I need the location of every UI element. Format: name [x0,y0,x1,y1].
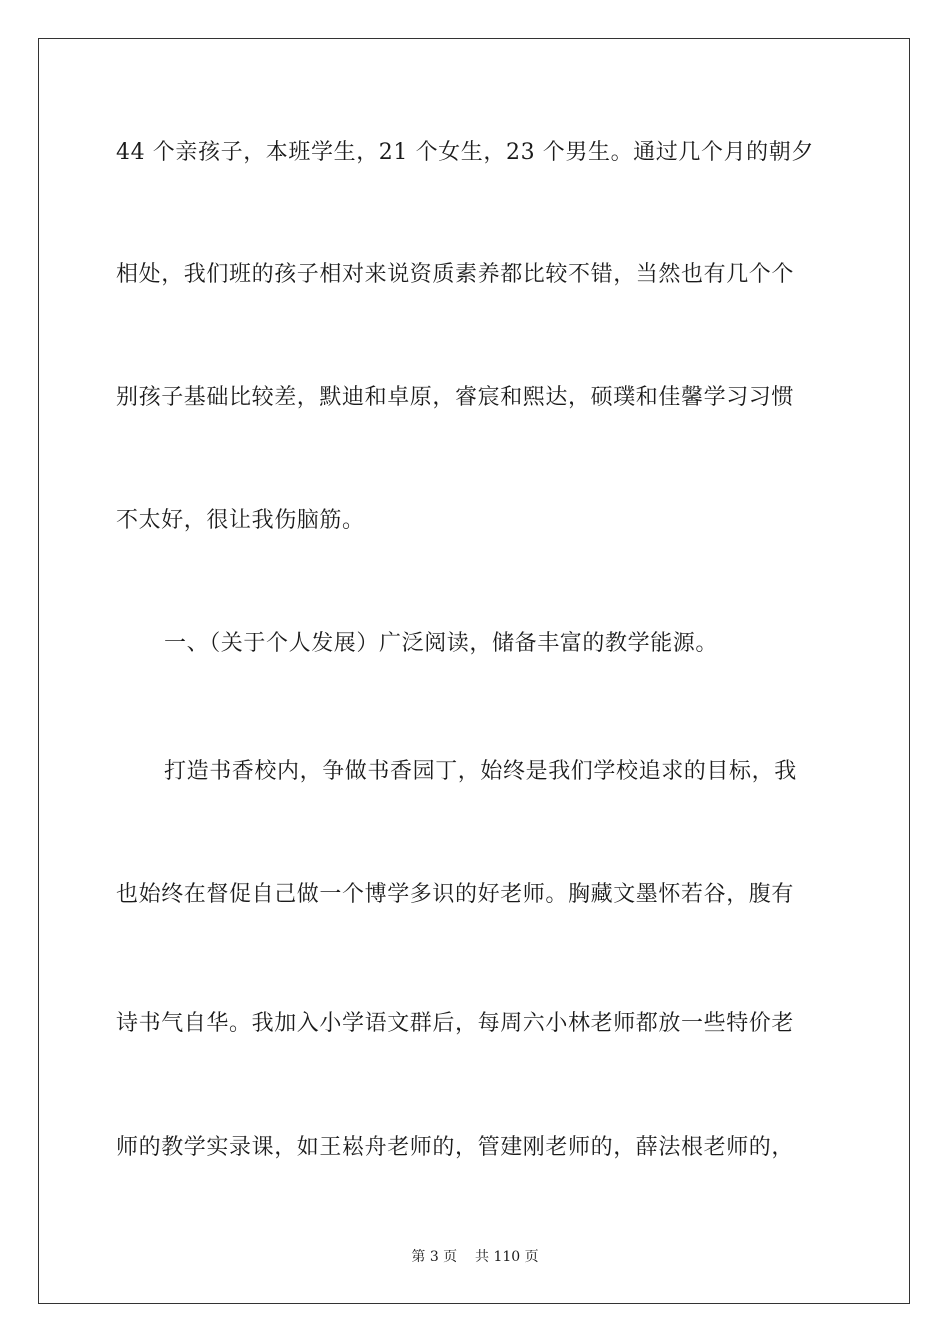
paragraph-line: 打造书香校内，争做书香园丁，始终是我们学校追求的目标，我 [164,759,797,784]
paragraph-line: 师的教学实录课，如王崧舟老师的，管建刚老师的，薛法根老师的， [116,1135,795,1160]
page-footer [0,1248,950,1266]
paragraph-line: 诗书气自华。我加入小学语文群后，每周六小林老师都放一些特价老 [116,1011,795,1036]
page-total: 共 110 页 [475,1249,539,1265]
paragraph-line: 也始终在督促自己做一个博学多识的好老师。胸藏文墨怀若谷，腹有 [116,882,795,907]
page-border [38,38,910,1304]
page-number: 第 3 页 [411,1249,458,1265]
paragraph-line: 相处，我们班的孩子相对来说资质素养都比较不错，当然也有几个个 [116,262,795,287]
paragraph-line: 别孩子基础比较差，默迪和卓原，睿宸和熙达，硕璞和佳馨学习习惯 [116,385,795,410]
paragraph-line: 44 个亲孩子，本班学生，21 个女生，23 个男生。通过几个月的朝夕 [116,140,814,165]
paragraph-line: 不太好，很让我伤脑筋。 [116,508,365,533]
section-heading: 一、（关于个人发展）广泛阅读，储备丰富的教学能源。 [164,631,719,656]
